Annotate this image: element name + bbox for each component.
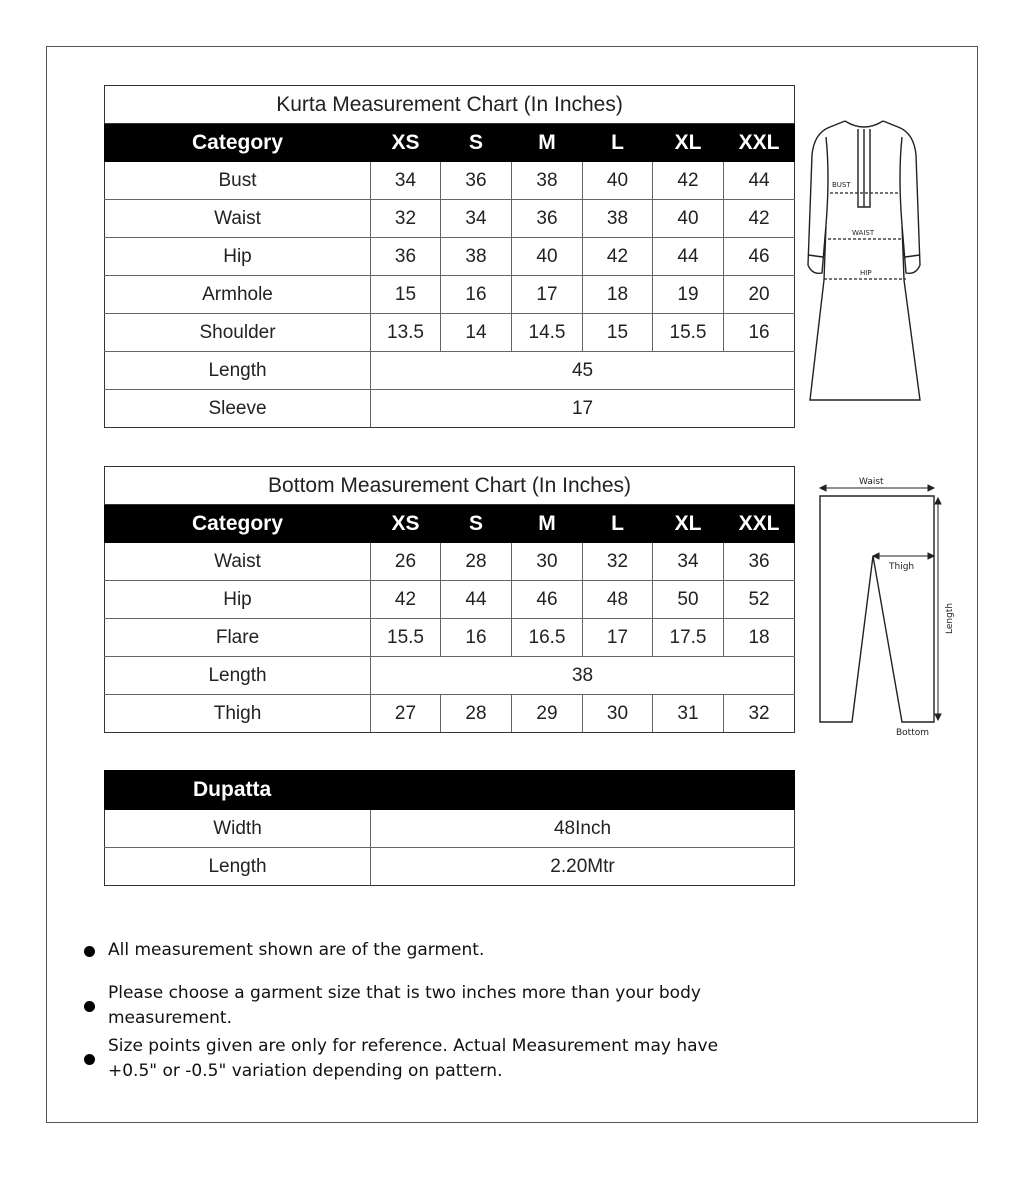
note-text: All measurement shown are of the garment. bbox=[108, 940, 485, 960]
cell: 34 bbox=[653, 543, 724, 581]
table-row bbox=[105, 543, 795, 581]
row-label-waist: Waist bbox=[105, 543, 371, 581]
table-row bbox=[105, 200, 795, 238]
cell: 42 bbox=[653, 162, 724, 200]
table-row bbox=[105, 695, 795, 733]
cell: 44 bbox=[653, 238, 724, 276]
table-row bbox=[105, 314, 795, 352]
table-row bbox=[105, 162, 795, 200]
cell: 44 bbox=[724, 162, 795, 200]
cell: 16 bbox=[441, 276, 512, 314]
cell: 28 bbox=[441, 543, 512, 581]
row-label-length: Length bbox=[105, 848, 371, 886]
bullet-icon bbox=[84, 1054, 95, 1065]
bottom-measurement-table bbox=[104, 466, 795, 733]
cell: 40 bbox=[653, 200, 724, 238]
length-value: 45 bbox=[371, 352, 795, 390]
cell: 16 bbox=[724, 314, 795, 352]
cell: 46 bbox=[724, 238, 795, 276]
cell: 46 bbox=[512, 581, 583, 619]
bust-label: BUST bbox=[832, 181, 851, 189]
cell: 36 bbox=[724, 543, 795, 581]
length-value: 38 bbox=[371, 657, 795, 695]
cell: 36 bbox=[512, 200, 583, 238]
cell: 52 bbox=[724, 581, 795, 619]
table-row bbox=[105, 352, 795, 390]
waist-label: Waist bbox=[859, 477, 884, 487]
header-category: Category bbox=[105, 505, 371, 543]
cell: 36 bbox=[441, 162, 512, 200]
cell: 13.5 bbox=[371, 314, 441, 352]
cell: 30 bbox=[512, 543, 583, 581]
row-label-thigh: Thigh bbox=[105, 695, 371, 733]
cell: 40 bbox=[583, 162, 653, 200]
cell: 16 bbox=[441, 619, 512, 657]
cell: 15 bbox=[583, 314, 653, 352]
table-row bbox=[105, 276, 795, 314]
bullet-icon bbox=[84, 946, 95, 957]
cell: 38 bbox=[512, 162, 583, 200]
header-xl: XL bbox=[653, 124, 724, 162]
row-label-width: Width bbox=[105, 810, 371, 848]
kurta-illustration bbox=[800, 115, 930, 405]
header-m: M bbox=[512, 124, 583, 162]
bottom-label: Bottom bbox=[896, 728, 930, 738]
cell: 42 bbox=[583, 238, 653, 276]
row-label-bust: Bust bbox=[105, 162, 371, 200]
header-xs: XS bbox=[371, 505, 441, 543]
table-row bbox=[105, 581, 795, 619]
cell: 40 bbox=[512, 238, 583, 276]
row-label-hip: Hip bbox=[105, 238, 371, 276]
cell: 17 bbox=[512, 276, 583, 314]
table-row bbox=[105, 238, 795, 276]
cell: 34 bbox=[441, 200, 512, 238]
cell: 32 bbox=[724, 695, 795, 733]
cell: 16.5 bbox=[512, 619, 583, 657]
row-label-shoulder: Shoulder bbox=[105, 314, 371, 352]
cell: 34 bbox=[371, 162, 441, 200]
table-row bbox=[105, 848, 795, 886]
width-value: 48Inch bbox=[371, 810, 795, 848]
header-l: L bbox=[583, 505, 653, 543]
length-value: 2.20Mtr bbox=[371, 848, 795, 886]
cell: 15 bbox=[371, 276, 441, 314]
waist-label: WAIST bbox=[852, 229, 875, 237]
cell: 15.5 bbox=[653, 314, 724, 352]
table-row bbox=[105, 810, 795, 848]
cell: 19 bbox=[653, 276, 724, 314]
cell: 50 bbox=[653, 581, 724, 619]
kurta-table-title: Kurta Measurement Chart (In Inches) bbox=[105, 86, 795, 124]
length-label: Length bbox=[945, 602, 955, 634]
cell: 38 bbox=[583, 200, 653, 238]
row-label-flare: Flare bbox=[105, 619, 371, 657]
cell: 15.5 bbox=[371, 619, 441, 657]
header-xxl: XXL bbox=[724, 124, 795, 162]
dupatta-title: Dupatta bbox=[105, 771, 795, 810]
header-xl: XL bbox=[653, 505, 724, 543]
kurta-measurement-table bbox=[104, 85, 795, 428]
thigh-label: Thigh bbox=[889, 562, 915, 572]
cell: 18 bbox=[724, 619, 795, 657]
cell: 48 bbox=[583, 581, 653, 619]
row-label-hip: Hip bbox=[105, 581, 371, 619]
header-category: Category bbox=[105, 124, 371, 162]
header-xs: XS bbox=[371, 124, 441, 162]
cell: 28 bbox=[441, 695, 512, 733]
header-xxl: XXL bbox=[724, 505, 795, 543]
cell: 29 bbox=[512, 695, 583, 733]
row-label-armhole: Armhole bbox=[105, 276, 371, 314]
cell: 32 bbox=[583, 543, 653, 581]
cell: 42 bbox=[724, 200, 795, 238]
cell: 14.5 bbox=[512, 314, 583, 352]
row-label-waist: Waist bbox=[105, 200, 371, 238]
note-text: Please choose a garment size that is two inches more than your body measurement. bbox=[108, 983, 701, 1028]
dupatta-measurement-table bbox=[104, 770, 795, 886]
cell: 42 bbox=[371, 581, 441, 619]
cell: 36 bbox=[371, 238, 441, 276]
row-label-length: Length bbox=[105, 352, 371, 390]
bottom-illustration bbox=[810, 474, 960, 744]
cell: 31 bbox=[653, 695, 724, 733]
cell: 14 bbox=[441, 314, 512, 352]
bullet-icon bbox=[84, 1001, 95, 1012]
header-s: S bbox=[441, 505, 512, 543]
sleeve-value: 17 bbox=[371, 390, 795, 428]
cell: 30 bbox=[583, 695, 653, 733]
cell: 20 bbox=[724, 276, 795, 314]
table-row bbox=[105, 390, 795, 428]
bottom-table-title: Bottom Measurement Chart (In Inches) bbox=[105, 467, 795, 505]
hip-label: HIP bbox=[860, 269, 872, 277]
cell: 17 bbox=[583, 619, 653, 657]
header-s: S bbox=[441, 124, 512, 162]
table-row bbox=[105, 657, 795, 695]
cell: 17.5 bbox=[653, 619, 724, 657]
cell: 38 bbox=[441, 238, 512, 276]
row-label-sleeve: Sleeve bbox=[105, 390, 371, 428]
cell: 18 bbox=[583, 276, 653, 314]
cell: 27 bbox=[371, 695, 441, 733]
header-l: L bbox=[583, 124, 653, 162]
cell: 26 bbox=[371, 543, 441, 581]
row-label-length: Length bbox=[105, 657, 371, 695]
table-row bbox=[105, 619, 795, 657]
cell: 32 bbox=[371, 200, 441, 238]
header-m: M bbox=[512, 505, 583, 543]
cell: 44 bbox=[441, 581, 512, 619]
note-text: Size points given are only for reference. Actual Measurement may have +0.5" or -0.5" variation depending on pattern. bbox=[108, 1036, 719, 1081]
